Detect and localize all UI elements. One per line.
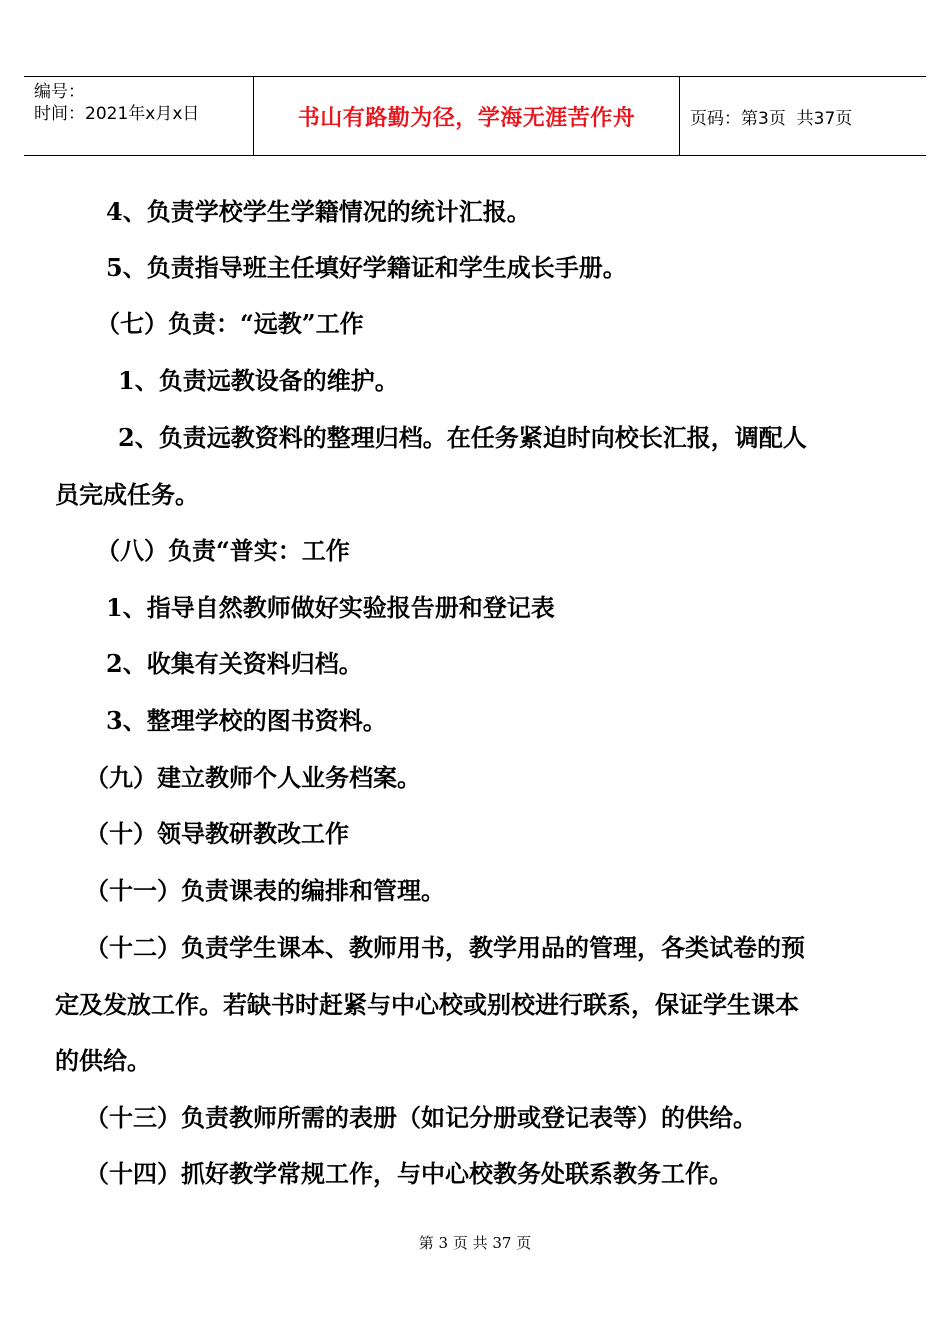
document-time-label: 时间：2021年x月x日: [34, 104, 200, 124]
page-header: [24, 76, 926, 156]
body-line-15: 定及发放工作。若缺书时赶紧与中心校或别校进行联系，保证学生课本: [55, 990, 799, 1019]
section-heading-13: （十三）负责教师所需的表册（如记分册或登记表等）的供给。: [85, 1103, 757, 1132]
header-left-cell: [24, 77, 254, 155]
document-number-label: 编号：: [34, 82, 85, 102]
header-motto: 书山有路勤为径，学海无涯苦作舟: [297, 105, 636, 131]
section-heading-7: （七）负责：“远教”工作: [96, 309, 364, 338]
section-heading-11: （十一）负责课表的编排和管理。: [85, 876, 445, 905]
body-line-1: 4、负责学校学生学籍情况的统计汇报。: [106, 197, 531, 226]
section-heading-12: （十二）负责学生课本、教师用书，教学用品的管理，各类试卷的预: [85, 933, 805, 962]
header-motto-cell: [254, 77, 680, 155]
body-line-4: 1、负责远教设备的维护。: [118, 366, 399, 395]
section-heading-10: （十）领导教研教改工作: [85, 819, 349, 848]
body-line-6: 员完成任务。: [55, 480, 199, 509]
body-line-16: 的供给。: [55, 1046, 151, 1075]
header-page-label: 页码：第3页 共37页: [690, 108, 853, 129]
body-line-8: 1、指导自然教师做好实验报告册和登记表: [106, 593, 555, 622]
body-line-2: 5、负责指导班主任填好学籍证和学生成长手册。: [106, 253, 627, 282]
header-page-cell: [680, 77, 926, 155]
body-line-10: 3、整理学校的图书资料。: [106, 706, 387, 735]
section-heading-9: （九）建立教师个人业务档案。: [85, 763, 421, 792]
section-heading-8: （八）负责“普实：工作: [96, 536, 350, 565]
page-footer: 第 3 页 共 37 页: [418, 1234, 532, 1252]
section-heading-14: （十四）抓好教学常规工作，与中心校教务处联系教务工作。: [85, 1159, 733, 1188]
body-line-5: 2、负责远教资料的整理归档。在任务紧迫时向校长汇报，调配人: [118, 423, 807, 452]
body-line-9: 2、收集有关资料归档。: [106, 649, 363, 678]
